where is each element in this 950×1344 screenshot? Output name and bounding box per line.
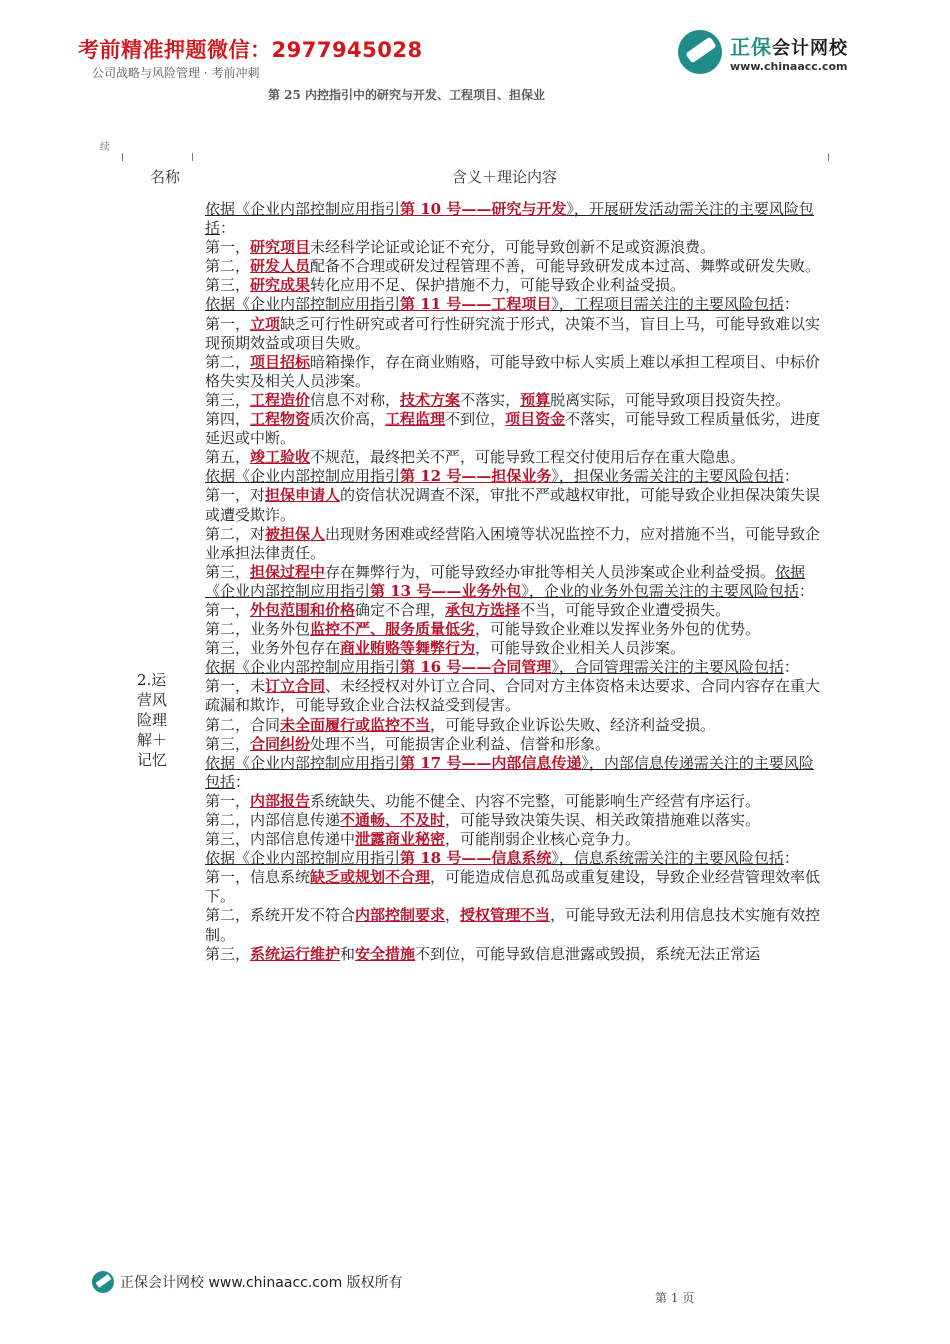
text-segment: ，可能导致决策失误、相关政策措施难以落实。 bbox=[445, 811, 761, 829]
text-segment: 第二，对 bbox=[205, 524, 266, 543]
text-segment: 配备不合理或研发过程管理不善，可能导致研发成本过高、舞弊或研发失败。 bbox=[310, 257, 821, 276]
text-segment: ： bbox=[220, 219, 236, 238]
text-segment: ， bbox=[445, 906, 461, 925]
cut-header-line: 公司战略与风险管理 · 考前冲刺 bbox=[92, 66, 260, 80]
text-segment: 第三，内部信息传递中 bbox=[205, 830, 356, 849]
highlight-term: 第 17 号——内部信息传递 bbox=[400, 753, 582, 772]
watermark-text: 考前精准押题微信：2977945028 bbox=[78, 38, 423, 62]
text-segment: 第二， bbox=[205, 257, 251, 276]
text-segment: 第三， bbox=[205, 390, 251, 409]
content-paragraph bbox=[205, 467, 823, 486]
content-paragraph bbox=[205, 276, 823, 295]
highlight-term: 内部报告 bbox=[250, 791, 311, 810]
text-segment: 质次价高， bbox=[310, 410, 386, 429]
content-paragraph bbox=[205, 525, 823, 563]
highlight-term: 担保过程中 bbox=[250, 562, 326, 581]
highlight-term: 研发人员 bbox=[250, 257, 311, 276]
content-paragraph bbox=[205, 906, 823, 944]
highlight-term: 缺乏或规划不合理 bbox=[310, 868, 431, 887]
highlight-term: 监控不严、服务质量低劣 bbox=[310, 620, 476, 639]
text-segment: ，可能导致企业诉讼失败、经济利益受损。 bbox=[430, 715, 716, 734]
logo-name: 会计网校 bbox=[772, 38, 848, 59]
logo-brand: 正保 bbox=[730, 35, 772, 59]
highlight-term: 系统运行维护 bbox=[250, 944, 341, 963]
content-paragraph bbox=[205, 677, 823, 715]
content-paragraph bbox=[205, 639, 823, 658]
highlight-term: 内部控制要求 bbox=[355, 906, 446, 925]
table-fragment-mark: 续 bbox=[100, 142, 110, 153]
text-segment: 依据《企业内部控制应用指引 bbox=[205, 562, 806, 600]
content-paragraph bbox=[205, 315, 823, 353]
text-segment: ，可能造成信息孤岛或重复建设，导致企业经营管理效率低下。 bbox=[205, 868, 821, 906]
table-border-tick bbox=[828, 153, 829, 161]
text-segment: 第三， bbox=[205, 562, 251, 581]
text-segment: 确定不合理， bbox=[355, 600, 446, 619]
chinaacc-logo bbox=[678, 30, 848, 74]
content-paragraph bbox=[205, 410, 823, 448]
text-segment: 不当，可能导致企业遭受损失。 bbox=[520, 600, 731, 619]
highlight-term: 研究成果 bbox=[250, 276, 311, 295]
text-segment: 依据《企业内部控制应用指引 bbox=[205, 295, 401, 314]
content-paragraph bbox=[205, 257, 823, 276]
highlight-term: 授权管理不当 bbox=[460, 906, 551, 925]
text-segment: 、未经授权对外订立合同、合同对方主体资格未达要求、合同内容存在重大疏漏和欺诈，可能导致企业合法权益受到侵害。 bbox=[205, 677, 821, 715]
text-segment: 不落实， bbox=[460, 390, 521, 409]
text-segment: 》，内部信息传递需关注的主要风险包括 bbox=[205, 753, 814, 791]
highlight-term: 第 18 号——信息系统 bbox=[400, 849, 552, 868]
highlight-term: 第 12 号——担保业务 bbox=[400, 467, 552, 486]
highlight-term: 第 10 号——研究与开发 bbox=[400, 200, 567, 218]
highlight-term: 项目招标 bbox=[250, 352, 311, 371]
highlight-term: 不通畅、不及时 bbox=[340, 811, 446, 829]
content-paragraph bbox=[205, 391, 823, 410]
table-border-tick bbox=[122, 153, 123, 161]
content-paragraph bbox=[205, 868, 823, 906]
text-segment: 第四， bbox=[205, 410, 251, 429]
text-segment: 系统缺失、功能不健全、内容不完整，可能影响生产经营有序运行。 bbox=[310, 791, 761, 810]
content-paragraph bbox=[205, 238, 823, 257]
text-segment: 第五， bbox=[205, 448, 251, 467]
content-paragraph bbox=[205, 658, 823, 677]
text-segment: 缺乏可行性研究或者可行性研究流于形式，决策不当，盲目上马，可能导致难以实现预期效益或项目失败。 bbox=[205, 314, 821, 352]
highlight-term: 第 16 号——合同管理 bbox=[400, 658, 552, 677]
text-segment: 》，信息系统需关注的主要风险包括 bbox=[551, 849, 784, 868]
text-segment: 暗箱操作，存在商业贿赂，可能导致中标人实质上难以承担工程项目、中标价格失实及相关人员涉案。 bbox=[205, 352, 821, 390]
text-segment: 依据《企业内部控制应用指引 bbox=[205, 200, 401, 218]
text-segment: 和 bbox=[340, 944, 356, 963]
text-segment: ，可能削弱企业核心竞争力。 bbox=[445, 830, 641, 849]
highlight-term: 研究项目 bbox=[250, 238, 311, 257]
table-border-tick bbox=[192, 153, 193, 161]
row-label: 2.运营风险理解＋记忆 bbox=[137, 671, 168, 769]
footer-text: 正保会计网校 www.chinaacc.com 版权所有 bbox=[120, 1275, 403, 1291]
highlight-term: 合同纠纷 bbox=[250, 734, 311, 753]
text-segment: 第三，业务外包存在 bbox=[205, 639, 341, 658]
text-segment: 不规范，最终把关不严，可能导致工程交付使用后存在重大隐患。 bbox=[310, 448, 746, 467]
content-paragraph bbox=[205, 830, 823, 849]
text-segment: 第三， bbox=[205, 944, 251, 963]
content-paragraph bbox=[205, 754, 823, 792]
highlight-term: 工程物资 bbox=[250, 410, 311, 429]
content-paragraph bbox=[205, 486, 823, 524]
highlight-term: 工程造价 bbox=[250, 390, 311, 409]
highlight-term: 工程监理 bbox=[385, 410, 446, 429]
text-segment: ，可能导致企业相关人员涉案。 bbox=[475, 639, 686, 658]
text-segment: 存在舞弊行为，可能导致经办审批等相关人员涉案或企业利益受损。 bbox=[325, 562, 776, 581]
table-header-content: 含义＋理论内容 bbox=[452, 168, 558, 186]
text-segment: 第一， bbox=[205, 238, 251, 257]
text-segment: 信息不对称， bbox=[310, 390, 401, 409]
text-segment: 不到位， bbox=[445, 410, 506, 429]
text-segment: 》，开展研发活动需关注的主要风险包括 bbox=[205, 200, 814, 238]
content-paragraph bbox=[205, 945, 823, 964]
text-segment: 出现财务困难或经营陷入困境等状况监控不力，应对措施不当，可能导致企业承担法律责任。 bbox=[205, 524, 821, 562]
text-segment: 转化应用不足、保护措施不力，可能导致企业利益受损。 bbox=[310, 276, 686, 295]
text-segment: 第二，内部信息传递 bbox=[205, 811, 341, 829]
cut-page-title: 第 25 内控指引中的研究与开发、工程项目、担保业 bbox=[268, 88, 546, 102]
highlight-term: 第 13 号——业务外包 bbox=[370, 581, 522, 600]
logo-url: www.chinaacc.com bbox=[730, 60, 848, 73]
highlight-term: 被担保人 bbox=[265, 524, 326, 543]
text-segment: 》，工程项目需关注的主要风险包括 bbox=[551, 295, 784, 314]
logo-emblem-icon bbox=[678, 30, 722, 74]
content-paragraph bbox=[205, 792, 823, 811]
highlight-term: 泄露商业秘密 bbox=[355, 830, 446, 849]
content-paragraph bbox=[205, 601, 823, 620]
highlight-term: 项目资金 bbox=[505, 410, 566, 429]
text-segment: ： bbox=[783, 849, 799, 868]
footer-logo-icon bbox=[92, 1271, 114, 1293]
text-segment: 》，企业的业务外包需关注的主要风险包括 bbox=[521, 581, 799, 600]
text-segment: ，可能导致无法利用信息技术实施有效控制。 bbox=[205, 906, 821, 944]
content-paragraph bbox=[205, 563, 823, 601]
text-segment: ： bbox=[783, 658, 799, 677]
text-segment: 》，合同管理需关注的主要风险包括 bbox=[551, 658, 784, 677]
text-segment: ，可能导致企业难以发挥业务外包的优势。 bbox=[475, 620, 761, 639]
text-segment: 脱离实际，可能导致项目投资失控。 bbox=[550, 390, 791, 409]
text-segment: 第一，对 bbox=[205, 486, 266, 505]
highlight-term: 商业贿赂等舞弊行为 bbox=[340, 639, 476, 658]
text-segment: 依据《企业内部控制应用指引 bbox=[205, 658, 401, 677]
row-content bbox=[205, 200, 823, 964]
highlight-term: 竣工验收 bbox=[250, 448, 311, 467]
highlight-term: 安全措施 bbox=[355, 944, 416, 963]
highlight-term: 外包范围和价格 bbox=[250, 600, 356, 619]
text-segment: 依据《企业内部控制应用指引 bbox=[205, 467, 401, 486]
text-segment: ： bbox=[783, 295, 799, 314]
text-segment: 第三， bbox=[205, 276, 251, 295]
text-segment: 未经科学论证或论证不充分，可能导致创新不足或资源浪费。 bbox=[310, 238, 716, 257]
content-paragraph bbox=[205, 849, 823, 868]
highlight-term: 担保申请人 bbox=[265, 486, 341, 505]
text-segment: 不到位，可能导致信息泄露或毁损，系统无法正常运 bbox=[415, 944, 761, 963]
text-segment: ： bbox=[783, 467, 799, 486]
content-paragraph bbox=[205, 811, 823, 830]
content-paragraph bbox=[205, 620, 823, 639]
text-segment: 第二， bbox=[205, 352, 251, 371]
text-segment: 第一， bbox=[205, 600, 251, 619]
content-paragraph bbox=[205, 735, 823, 754]
page-number: 第 1 页 bbox=[655, 1291, 695, 1305]
highlight-term: 立项 bbox=[250, 314, 281, 333]
content-paragraph bbox=[205, 295, 823, 314]
highlight-term: 订立合同 bbox=[265, 677, 326, 696]
page-footer bbox=[92, 1271, 403, 1293]
text-segment: 第一，未 bbox=[205, 677, 266, 696]
content-paragraph bbox=[205, 448, 823, 467]
text-segment: 依据《企业内部控制应用指引 bbox=[205, 753, 401, 772]
highlight-term: 预算 bbox=[520, 390, 551, 409]
content-paragraph bbox=[205, 353, 823, 391]
text-segment: 第二，系统开发不符合 bbox=[205, 906, 356, 925]
highlight-term: 第 11 号——工程项目 bbox=[400, 295, 552, 314]
text-segment: 》，担保业务需关注的主要风险包括 bbox=[551, 467, 784, 486]
highlight-term: 技术方案 bbox=[400, 390, 461, 409]
table-header-name: 名称 bbox=[150, 168, 181, 186]
text-segment: 第一， bbox=[205, 791, 251, 810]
text-segment: ： bbox=[798, 581, 814, 600]
content-paragraph bbox=[205, 200, 823, 238]
text-segment: 的资信状况调查不深，审批不严或越权审批，可能导致企业担保决策失误或遭受欺诈。 bbox=[205, 486, 821, 524]
text-segment: 不落实，可能导致工程质量低劣，进度延迟或中断。 bbox=[205, 410, 821, 448]
text-segment: 第三， bbox=[205, 734, 251, 753]
text-segment: 第二，业务外包 bbox=[205, 620, 311, 639]
text-segment: 处理不当，可能损害企业利益、信誉和形象。 bbox=[310, 734, 611, 753]
text-segment: 依据《企业内部控制应用指引 bbox=[205, 849, 401, 868]
text-segment: 第一，信息系统 bbox=[205, 868, 311, 887]
text-segment: 第二，合同 bbox=[205, 715, 281, 734]
text-segment: ： bbox=[235, 772, 251, 791]
content-paragraph bbox=[205, 716, 823, 735]
text-segment: 第一， bbox=[205, 314, 251, 333]
highlight-term: 承包方选择 bbox=[445, 600, 521, 619]
highlight-term: 未全面履行或监控不当 bbox=[280, 715, 431, 734]
